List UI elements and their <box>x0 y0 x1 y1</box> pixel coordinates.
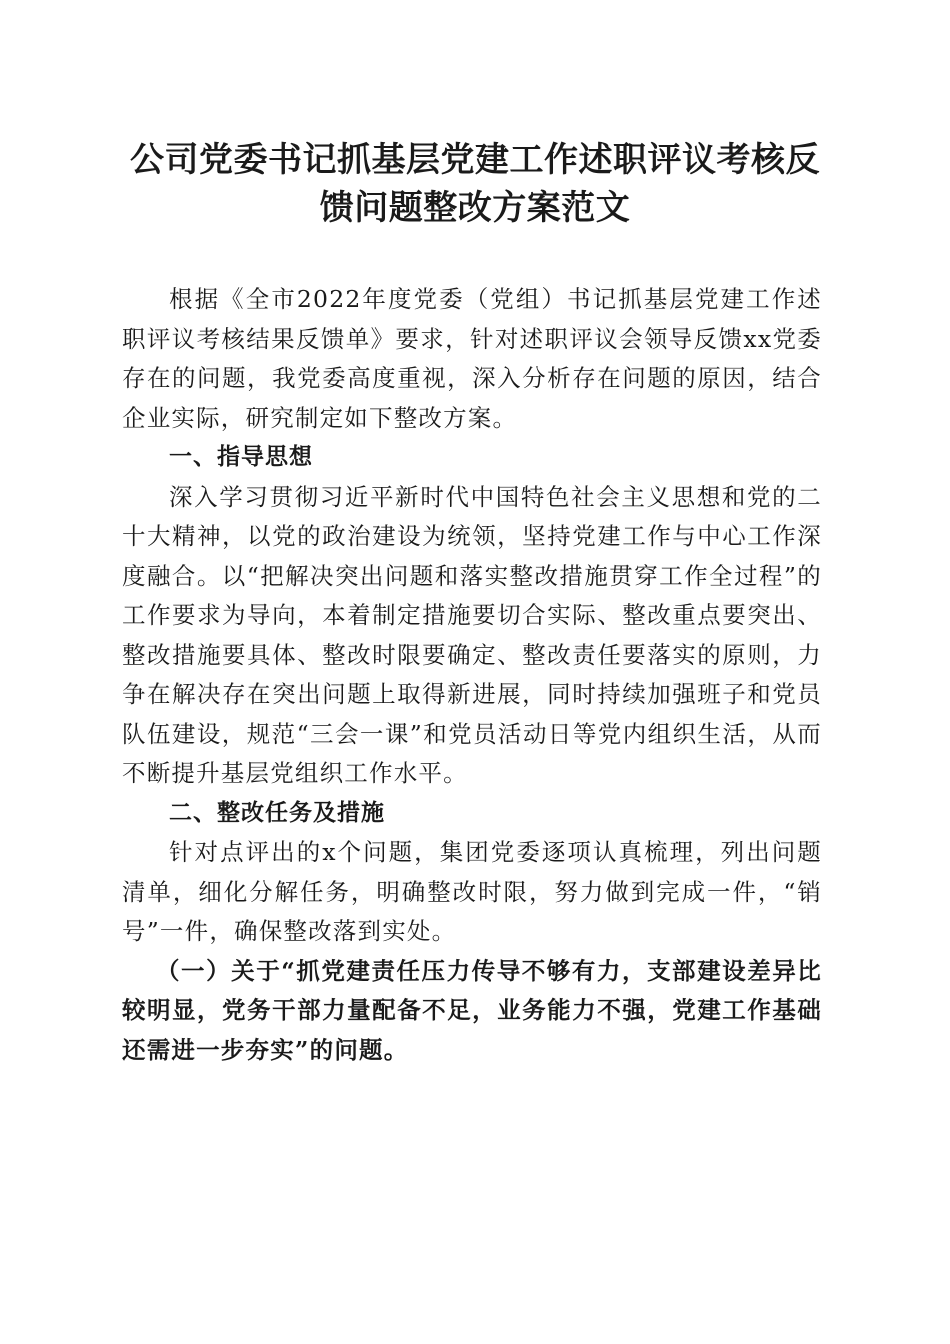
section-1-paragraph: 深入学习贯彻习近平新时代中国特色社会主义思想和党的二十大精神，以党的政治建设为统领，坚持党建工作与中心工作深度融合。以“把解决突出问题和落实整改措施贯穿工作全过程”的工作要求为导向，本着制定措施要切合实际、整改重点要突出、整改措施要具体、整改时限要确定、整改责任要落实的原则，力争在解决存在突出问题上取得新进展，同时持续加强班子和党员队伍建设，规范“三会一课”和党员活动日等党内组织生活，从而不断提升基层党组织工作水平。 <box>122 482 822 787</box>
section-2-item-1: （一）关于“抓党建责任压力传导不够有力，支部建设差异比较明显，党务干部力量配备不足，业务能力不强，党建工作基础还需进一步夯实”的问题。 <box>122 956 822 1064</box>
section-2-heading: 二、整改任务及措施 <box>169 799 385 826</box>
section-1-heading: 一、指导思想 <box>169 444 313 470</box>
section-2-paragraph: 针对点评出的x个问题，集团党委逐项认真梳理，列出问题清单，细化分解任务，明确整改时限，努力做到完成一件，“销号”一件，确保整改落到实处。 <box>122 838 822 945</box>
title-line-2: 馈问题整改方案范文 <box>319 188 631 228</box>
intro-paragraph: 根据《全市2022年度党委（党组）书记抓基层党建工作述职评议考核结果反馈单》要求，针对述职评议会领导反馈xx党委存在的问题，我党委高度重视，深入分析存在问题的原因，结合企业实际，研究制定如下整改方案。 <box>122 285 822 432</box>
title-line-1: 公司党委书记抓基层党建工作述职评议考核反 <box>130 140 820 180</box>
document-body <box>122 280 822 1070</box>
document-title <box>100 136 850 232</box>
